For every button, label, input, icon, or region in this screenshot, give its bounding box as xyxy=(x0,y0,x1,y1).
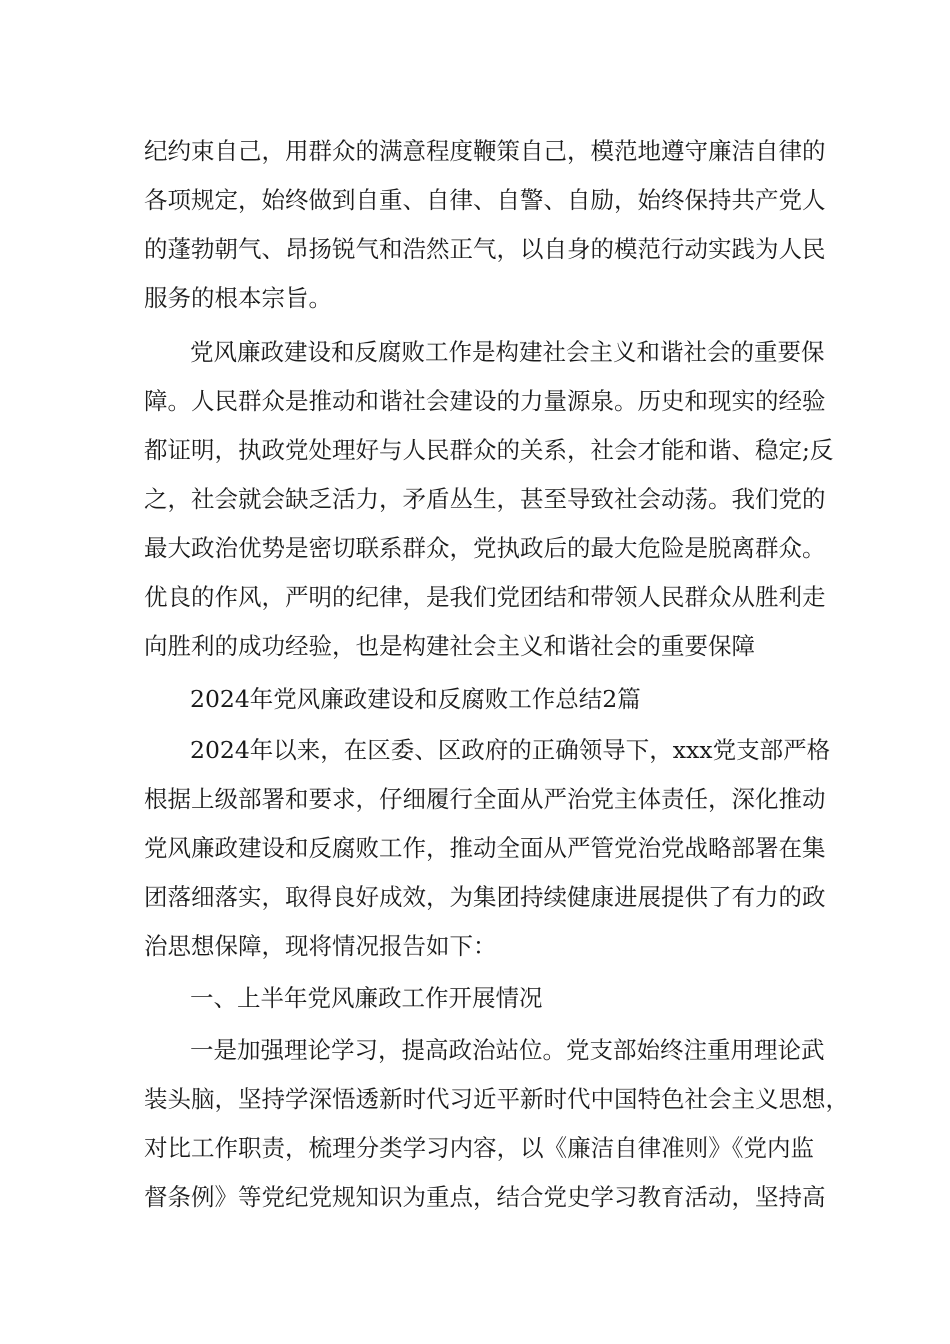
text-line-21: 对比工作职责，梳理分类学习内容，以《廉洁自律准则》《党内监 xyxy=(144,1134,814,1162)
paragraph-start-line: 党风廉政建设和反腐败工作是构建社会主义和谐社会的重要保 xyxy=(190,338,825,366)
text-line-3: 的蓬勃朝气、昂扬锐气和浩然正气，以自身的模范行动实践为人民 xyxy=(144,235,826,263)
text-line-11: 向胜利的成功经验，也是构建社会主义和谐社会的重要保障 xyxy=(144,632,755,660)
section-heading: 一、上半年党风廉政工作开展情况 xyxy=(190,984,543,1012)
text-line-2: 各项规定，始终做到自重、自律、自警、自励，始终保持共产党人 xyxy=(144,186,826,214)
text-line-16: 团落细落实，取得良好成效，为集团持续健康进展提供了有力的政 xyxy=(144,883,826,911)
text-line-8: 之，社会就会缺乏活力，矛盾丛生，甚至导致社会动荡。我们党的 xyxy=(144,485,826,513)
text-line-9: 最大政治优势是密切联系群众，党执政后的最大危险是脱离群众。 xyxy=(144,534,826,562)
text-line-1: 纪约束自己，用群众的满意程度鞭策自己，模范地遵守廉洁自律的 xyxy=(144,137,826,165)
text-line-22: 督条例》等党纪党规知识为重点，结合党史学习教育活动，坚持高 xyxy=(144,1183,826,1211)
text-line-15: 党风廉政建设和反腐败工作，推动全面从严管党治党战略部署在集 xyxy=(144,834,826,862)
text-line-14: 根据上级部署和要求，仔细履行全面从严治党主体责任，深化推动 xyxy=(144,785,826,813)
text-line-6: 障。人民群众是推动和谐社会建设的力量源泉。历史和现实的经验 xyxy=(144,387,826,415)
text-line-4: 服务的根本宗旨。 xyxy=(144,284,332,312)
section-title: 2024年党风廉政建设和反腐败工作总结2篇 xyxy=(190,685,641,713)
text-line-7: 都证明，执政党处理好与人民群众的关系，社会才能和谐、稳定;反 xyxy=(144,436,834,464)
paragraph-start-line: 一是加强理论学习，提高政治站位。党支部始终注重用理论武 xyxy=(190,1036,825,1064)
text-line-20: 装头脑，坚持学深悟透新时代习近平新时代中国特色社会主义思想， xyxy=(144,1085,849,1113)
text-line-10: 优良的作风，严明的纪律，是我们党团结和带领人民群众从胜利走 xyxy=(144,583,826,611)
paragraph-start-line: 2024年以来，在区委、区政府的正确领导下，xxx党支部严格 xyxy=(190,736,831,764)
text-line-17: 治思想保障，现将情况报告如下： xyxy=(144,932,497,960)
